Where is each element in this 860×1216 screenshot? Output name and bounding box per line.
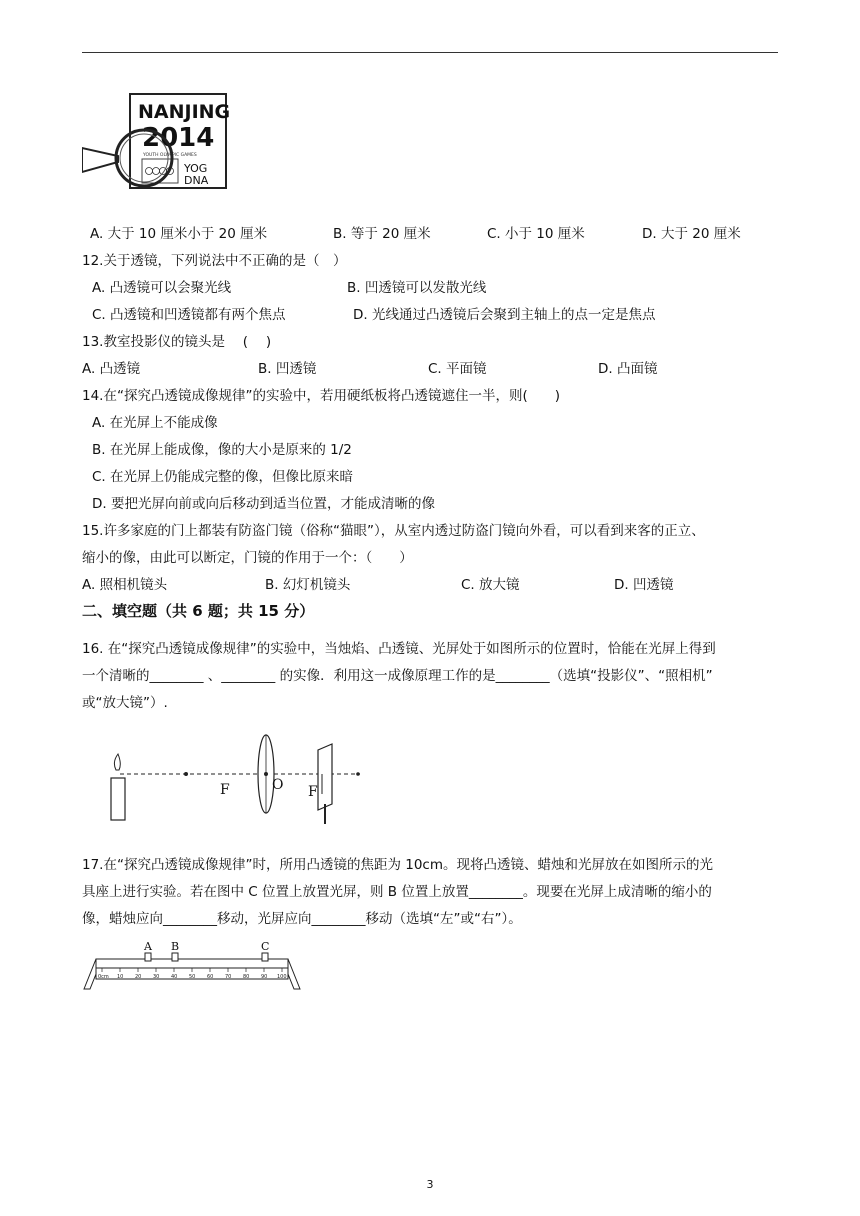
ruler-tick-100: 100 (277, 974, 287, 980)
q13-option-b: B. 凹透镜 (258, 361, 317, 377)
logo-yog: YOG (184, 162, 208, 175)
q15-option-c: C. 放大镜 (461, 577, 520, 593)
page-number: 3 (426, 1178, 434, 1191)
ruler-tick-30: 30 (153, 974, 160, 980)
q17-label-b: B (171, 940, 180, 953)
q16-label-o: O (272, 777, 284, 793)
header-rule (82, 52, 778, 53)
q11-option-c: C. 小于 10 厘米 (487, 226, 585, 242)
q16-label-f-right: F (308, 784, 318, 800)
q14-option-c: C. 在光屏上仍能成完整的像，但像比原来暗 (92, 469, 354, 485)
q17-line2: 具座上进行实验。若在图中 C 位置上放置光屏，则 B 位置上放置________。现要在光屏上成清晰的缩小的 (82, 884, 712, 900)
q17-label-a: A (144, 940, 152, 953)
q14-stem: 14.在“探究凸透镜成像规律”的实验中，若用硬纸板将凸透镜遮住一半，则( ) (82, 388, 560, 404)
q16-lens-figure (100, 734, 370, 826)
q17-line3: 像，蜡烛应向________移动，光屏应向________移动（选填“左”或“右”）。 (82, 911, 522, 927)
q17-optical-bench-figure (82, 937, 302, 991)
logo-text-nanjing: NANJING (138, 101, 231, 123)
ruler-tick-0: 0cm (98, 974, 109, 980)
logo-text-year: 2014 (142, 123, 215, 153)
ruler-tick-40: 40 (171, 974, 178, 980)
q15-option-b: B. 幻灯机镜头 (265, 577, 351, 593)
q13-option-c: C. 平面镜 (428, 361, 487, 377)
q11-option-b: B. 等于 20 厘米 (333, 226, 431, 242)
q17-label-c: C (261, 940, 270, 953)
q11-option-a: A. 大于 10 厘米小于 20 厘米 (90, 226, 268, 242)
flame-icon (114, 754, 120, 770)
q14-option-b: B. 在光屏上能成像，像的大小是原来的 1/2 (92, 442, 352, 458)
q16-line2: 一个清晰的________ 、________ 的实像．利用这一成像原理工作的是________（选填“投影仪”、“照相机” (82, 668, 713, 684)
q12-stem: 12.关于透镜，下列说法中不正确的是（ ） (82, 253, 347, 269)
q12-option-b: B. 凹透镜可以发散光线 (347, 280, 487, 296)
q15-option-d: D. 凹透镜 (614, 577, 674, 593)
ruler-tick-10: 10 (117, 974, 124, 980)
q13-option-d: D. 凸面镜 (598, 361, 658, 377)
q14-option-d: D. 要把光屏向前或向后移动到适当位置，才能成清晰的像 (92, 496, 435, 512)
q17-line1: 17.在“探究凸透镜成像规律”时，所用凸透镜的焦距为 10cm。现将凸透镜、蜡烛和光屏放在如图所示的光 (82, 857, 713, 873)
ruler-tick-80: 80 (243, 974, 250, 980)
q15-stem-line1: 15.许多家庭的门上都装有防盗门镜（俗称“猫眼”），从室内透过防盗门镜向外看，可以看到来客的正立、 (82, 523, 705, 539)
q14-option-a: A. 在光屏上不能成像 (92, 415, 218, 431)
ruler-tick-90: 90 (261, 974, 268, 980)
q16-line3: 或“放大镜”）. (82, 695, 168, 711)
q15-stem-line2: 缩小的像，由此可以断定，门镜的作用于一个：（ ） (82, 550, 413, 566)
q13-option-a: A. 凸透镜 (82, 361, 141, 377)
q12-option-d: D. 光线通过凸透镜后会聚到主轴上的点一定是焦点 (353, 307, 656, 323)
q16-line1: 16. 在“探究凸透镜成像规律”的实验中，当烛焰、凸透镜、光屏处于如图所示的位置时，恰能在光屏上得到 (82, 641, 716, 657)
q15-option-a: A. 照相机镜头 (82, 577, 168, 593)
q16-label-f-left: F (220, 782, 230, 798)
q12-option-a: A. 凸透镜可以会聚光线 (92, 280, 232, 296)
q12-option-c: C. 凸透镜和凹透镜都有两个焦点 (92, 307, 286, 323)
ruler-tick-50: 50 (189, 974, 196, 980)
q13-stem: 13.教室投影仪的镜头是 ( ) (82, 334, 272, 350)
ruler-tick-20: 20 (135, 974, 142, 980)
section-title-fill-in: 二、填空题（共 6 题；共 15 分） (82, 602, 315, 620)
logo-small-text: YOUTH OLYMPIC GAMES (143, 153, 197, 158)
ruler-tick-70: 70 (225, 974, 232, 980)
ruler-tick-60: 60 (207, 974, 214, 980)
logo-dna: DNA (184, 174, 209, 187)
magnifier-logo-figure (82, 92, 232, 192)
q11-option-d: D. 大于 20 厘米 (642, 226, 741, 242)
